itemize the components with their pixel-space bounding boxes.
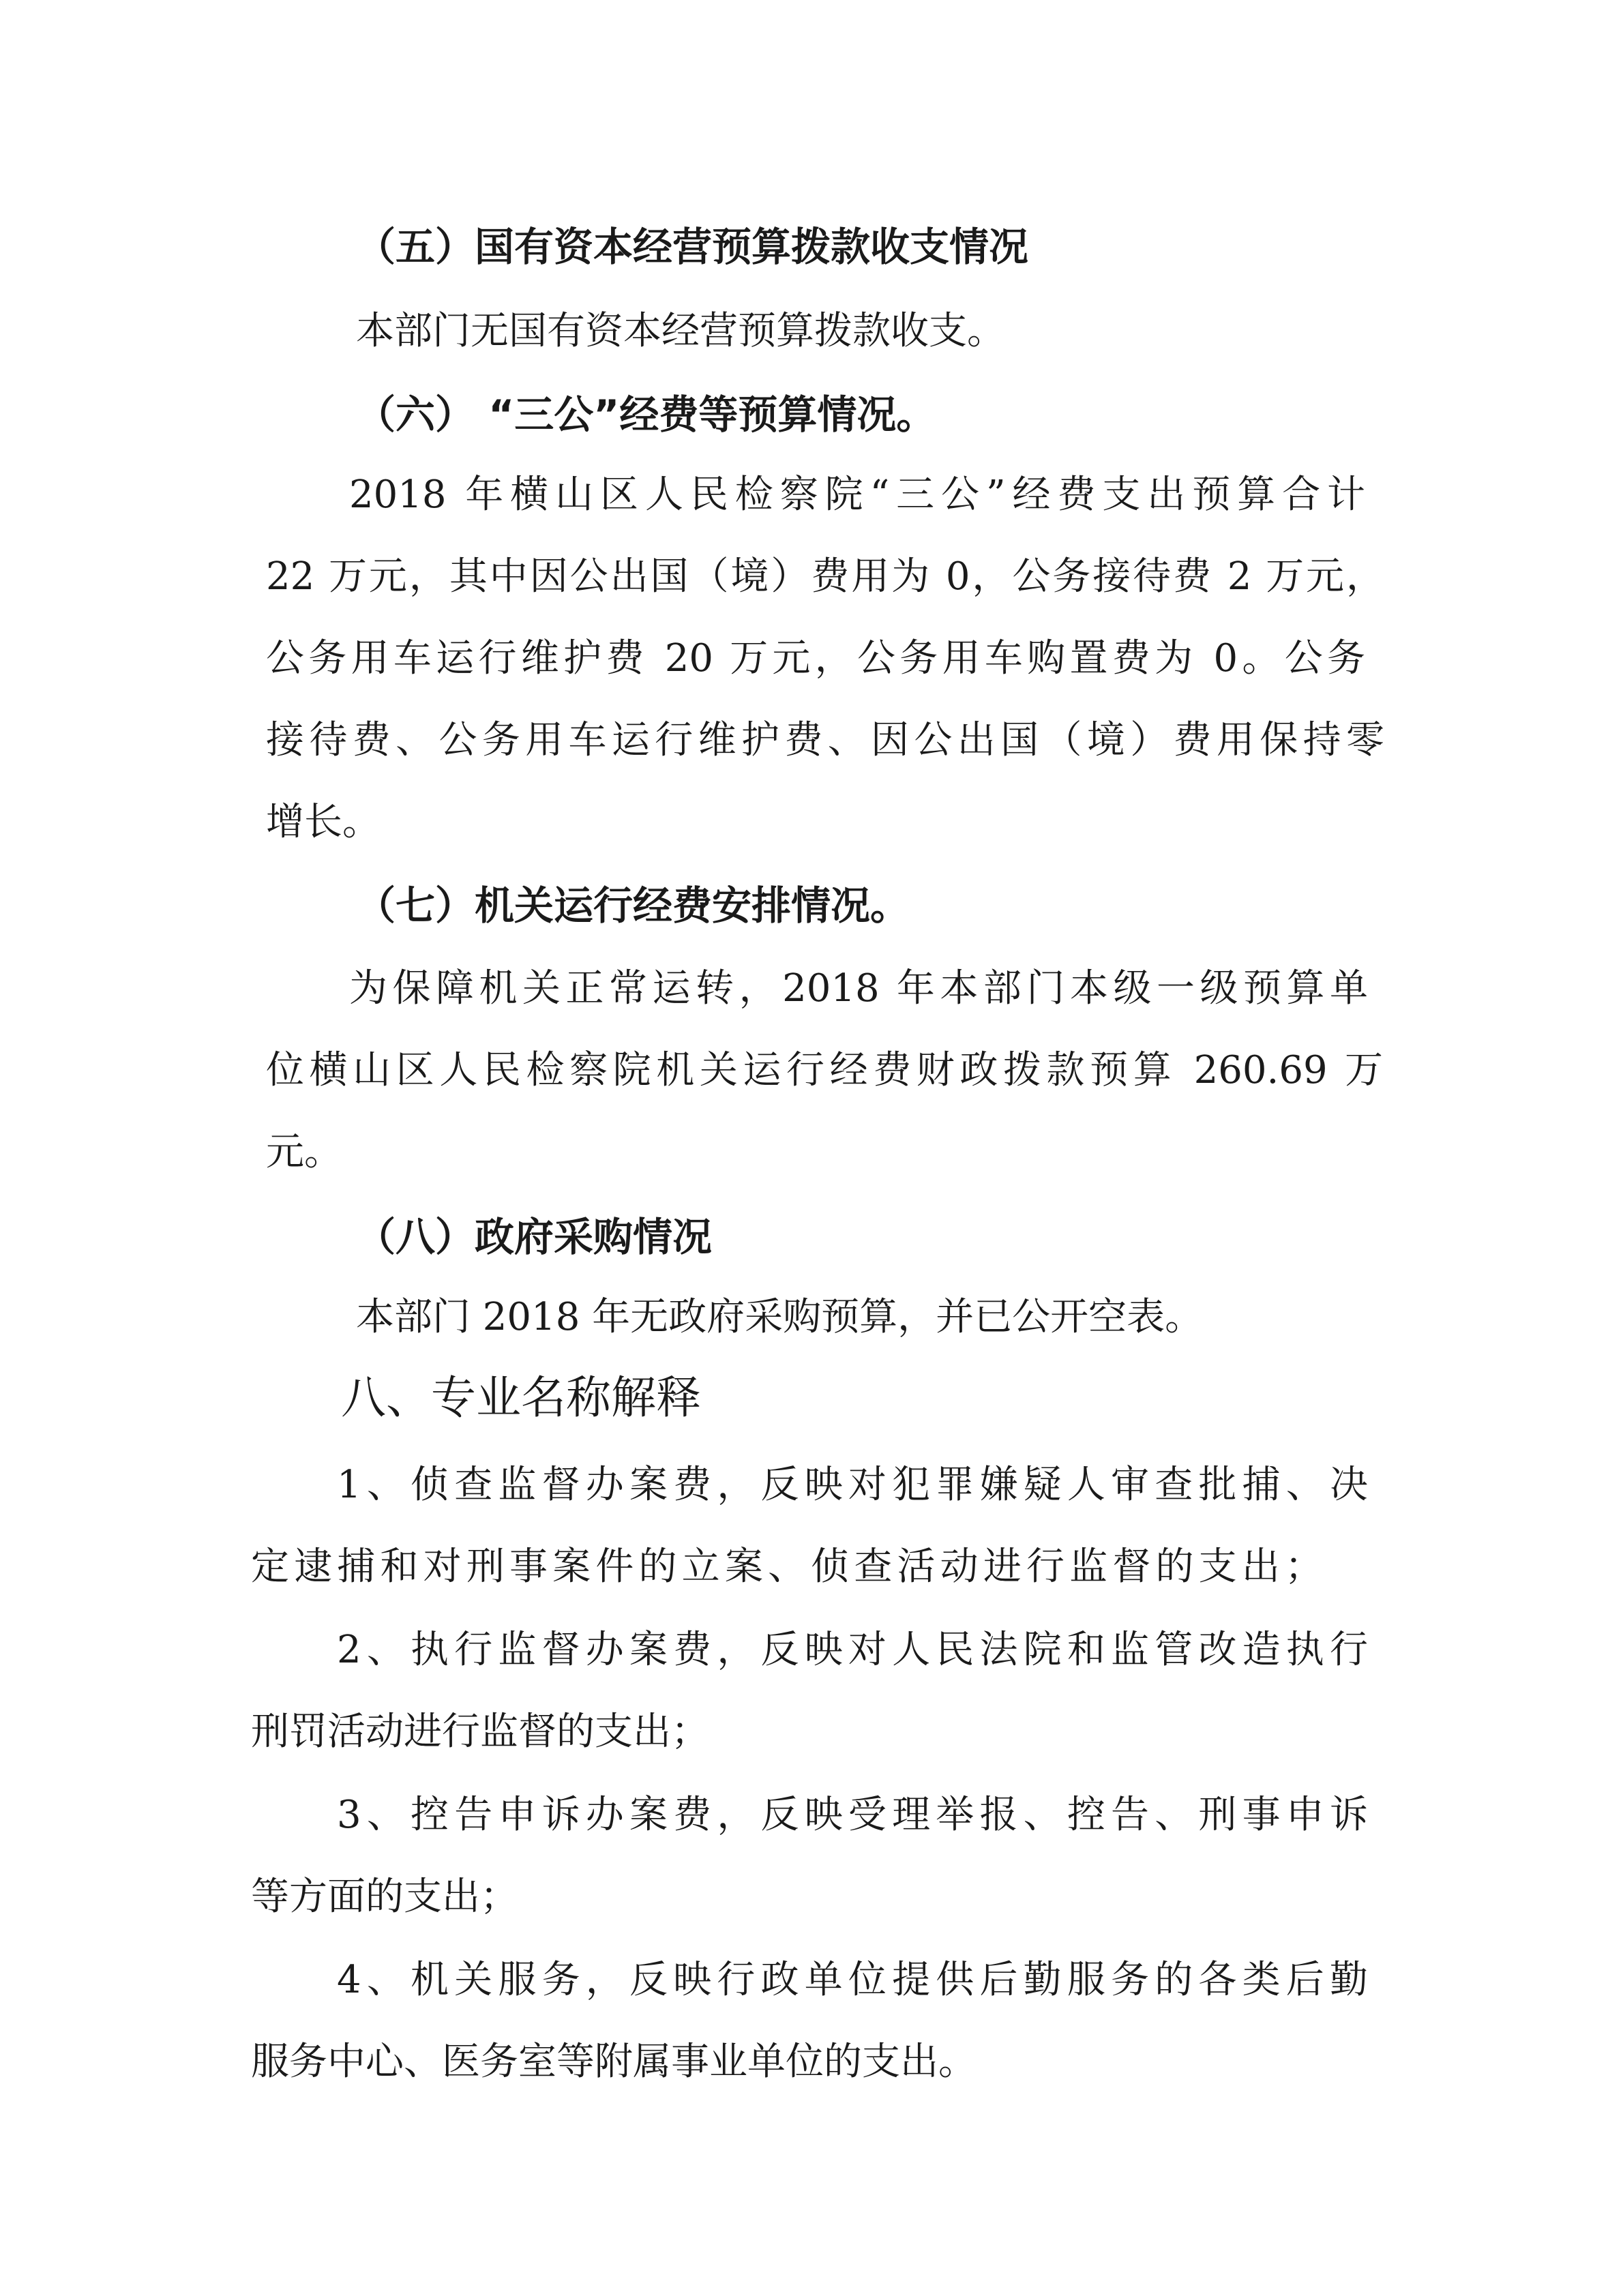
section-6-body-line-5: 增长。 — [266, 800, 381, 844]
section-6-body-line-2: 22 万元，其中因公出国（境）费用为 0，公务接待费 2 万元， — [266, 554, 1384, 599]
chapter-8-heading: 八、专业名称解释 — [341, 1371, 701, 1424]
item-3-line-2: 等方面的支出； — [251, 1875, 518, 1919]
section-6-body-line-1: 2018 年横山区人民检察院“三公”经费支出预算合计 — [349, 473, 1365, 517]
item-3-line-1: 3、控告申诉办案费，反映受理举报、控告、刑事申诉 — [337, 1793, 1368, 1837]
section-7-body-line-3: 元。 — [266, 1130, 342, 1174]
section-6-body-line-4: 接待费、公务用车运行维护费、因公出国（境）费用保持零 — [266, 718, 1384, 762]
section-7-body-line-2: 位横山区人民检察院机关运行经费财政拨款预算 260.69 万 — [266, 1048, 1383, 1092]
item-4-line-2: 服务中心、医务室等附属事业单位的支出。 — [251, 2040, 977, 2084]
section-6-body-line-3: 公务用车运行维护费 20 万元，公务用车购置费为 0。公务 — [266, 636, 1365, 681]
section-7-heading: （七）机关运行经费安排情况。 — [356, 882, 910, 929]
item-2-line-1: 2、执行监督办案费，反映对人民法院和监管改造执行 — [337, 1628, 1368, 1672]
item-2-line-2: 刑罚活动进行监督的支出； — [251, 1710, 709, 1754]
section-5-heading: （五）国有资本经营预算拨款收支情况 — [356, 224, 1029, 270]
item-4-line-1: 4、机关服务，反映行政单位提供后勤服务的各类后勤 — [337, 1958, 1368, 2002]
section-5-body: 本部门无国有资本经营预算拨款收支。 — [356, 309, 1005, 353]
section-7-body-line-1: 为保障机关正常运转，2018 年本部门本级一级预算单 — [349, 966, 1368, 1011]
section-8-heading: （八）政府采购情况 — [356, 1214, 713, 1260]
section-6-heading: （六） “三公”经费等预算情况。 — [356, 391, 936, 438]
section-8-body: 本部门 2018 年无政府采购预算，并已公开空表。 — [356, 1295, 1204, 1339]
item-1-line-2: 定逮捕和对刑事案件的立案、侦查活动进行监督的支出； — [251, 1545, 1323, 1589]
item-1-line-1: 1、侦查监督办案费，反映对犯罪嫌疑人审查批捕、决 — [337, 1463, 1368, 1507]
